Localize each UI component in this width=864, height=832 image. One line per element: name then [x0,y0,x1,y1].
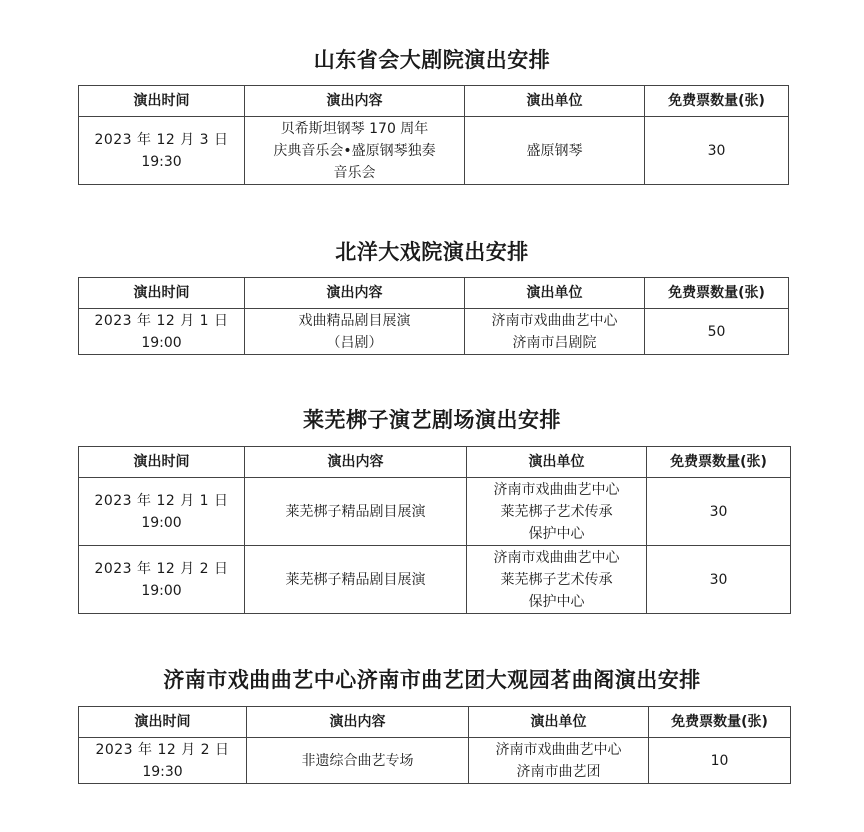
header-content: 演出内容 [245,447,467,478]
cell-unit [465,309,645,355]
section-title: 济南市戏曲曲艺中心济南市曲艺团大观园茗曲阁演出安排 [163,667,701,692]
header-tickets: 免费票数量(张) [649,707,791,738]
cell-unit [467,478,647,546]
header-unit: 演出单位 [469,707,649,738]
content-line: 庆典音乐会•盛原钢琴独奏 [273,142,436,159]
table-row [79,117,789,185]
content-line: 莱芜梆子精品剧目展演 [285,503,426,520]
table-row [79,478,791,546]
cell-time [79,478,245,546]
header-time: 演出时间 [79,278,245,309]
time-text: 19:00 [141,514,182,531]
content-line: 非遗综合曲艺专场 [301,752,414,769]
unit-line: 莱芜梆子艺术传承 [500,571,613,588]
table-row [79,309,789,355]
cell-content [247,738,469,784]
table-row [79,546,791,614]
header-time: 演出时间 [79,707,247,738]
content-line: （吕剧） [326,334,383,351]
cell-tickets: 10 [649,738,791,784]
date-text: 2023 年 12 月 2 日 [95,741,230,758]
content-line: 戏曲精品剧目展演 [298,312,411,329]
date-text: 2023 年 12 月 2 日 [94,560,229,577]
cell-time [79,738,247,784]
cell-unit [469,738,649,784]
date-text: 2023 年 12 月 3 日 [94,131,229,148]
content-line: 贝希斯坦钢琴 170 周年 [280,120,429,137]
cell-time [79,309,245,355]
unit-line: 保护中心 [528,593,585,610]
table-header-row [79,278,789,309]
cell-unit [465,117,645,185]
header-tickets: 免费票数量(张) [645,86,789,117]
unit-line: 济南市吕剧院 [512,334,597,351]
header-time: 演出时间 [79,86,245,117]
unit-line: 保护中心 [528,525,585,542]
cell-unit [467,546,647,614]
table-header-row [79,447,791,478]
unit-line: 盛原钢琴 [526,142,583,159]
cell-tickets: 30 [645,117,789,185]
cell-content [245,478,467,546]
unit-line: 济南市戏曲曲艺中心 [495,741,622,758]
date-text: 2023 年 12 月 1 日 [94,492,229,509]
header-time: 演出时间 [79,447,245,478]
schedule-table [78,446,791,614]
cell-time [79,117,245,185]
header-tickets: 免费票数量(张) [647,447,791,478]
cell-tickets: 30 [647,546,791,614]
schedule-table [78,85,789,185]
unit-line: 济南市戏曲曲艺中心 [493,549,620,566]
cell-tickets: 50 [645,309,789,355]
header-content: 演出内容 [247,707,469,738]
time-text: 19:30 [141,153,182,170]
unit-line: 济南市曲艺团 [516,763,601,780]
unit-line: 莱芜梆子艺术传承 [500,503,613,520]
header-tickets: 免费票数量(张) [645,278,789,309]
header-unit: 演出单位 [465,278,645,309]
header-content: 演出内容 [245,278,465,309]
header-content: 演出内容 [245,86,465,117]
unit-line: 济南市戏曲曲艺中心 [491,312,618,329]
time-text: 19:30 [142,763,183,780]
table-row [79,738,791,784]
content-line: 莱芜梆子精品剧目展演 [285,571,426,588]
cell-content [245,309,465,355]
time-text: 19:00 [141,582,182,599]
section-title: 莱芜梆子演艺剧场演出安排 [303,407,561,432]
cell-content [245,117,465,185]
content-line: 音乐会 [333,164,376,181]
header-unit: 演出单位 [467,447,647,478]
schedule-table [78,706,791,784]
section-title: 北洋大戏院演出安排 [335,239,529,264]
cell-content [245,546,467,614]
date-text: 2023 年 12 月 1 日 [94,312,229,329]
header-unit: 演出单位 [465,86,645,117]
cell-time [79,546,245,614]
table-header-row [79,707,791,738]
schedule-table [78,277,789,355]
unit-line: 济南市戏曲曲艺中心 [493,481,620,498]
table-header-row [79,86,789,117]
time-text: 19:00 [141,334,182,351]
section-title: 山东省会大剧院演出安排 [313,47,551,72]
cell-tickets: 30 [647,478,791,546]
